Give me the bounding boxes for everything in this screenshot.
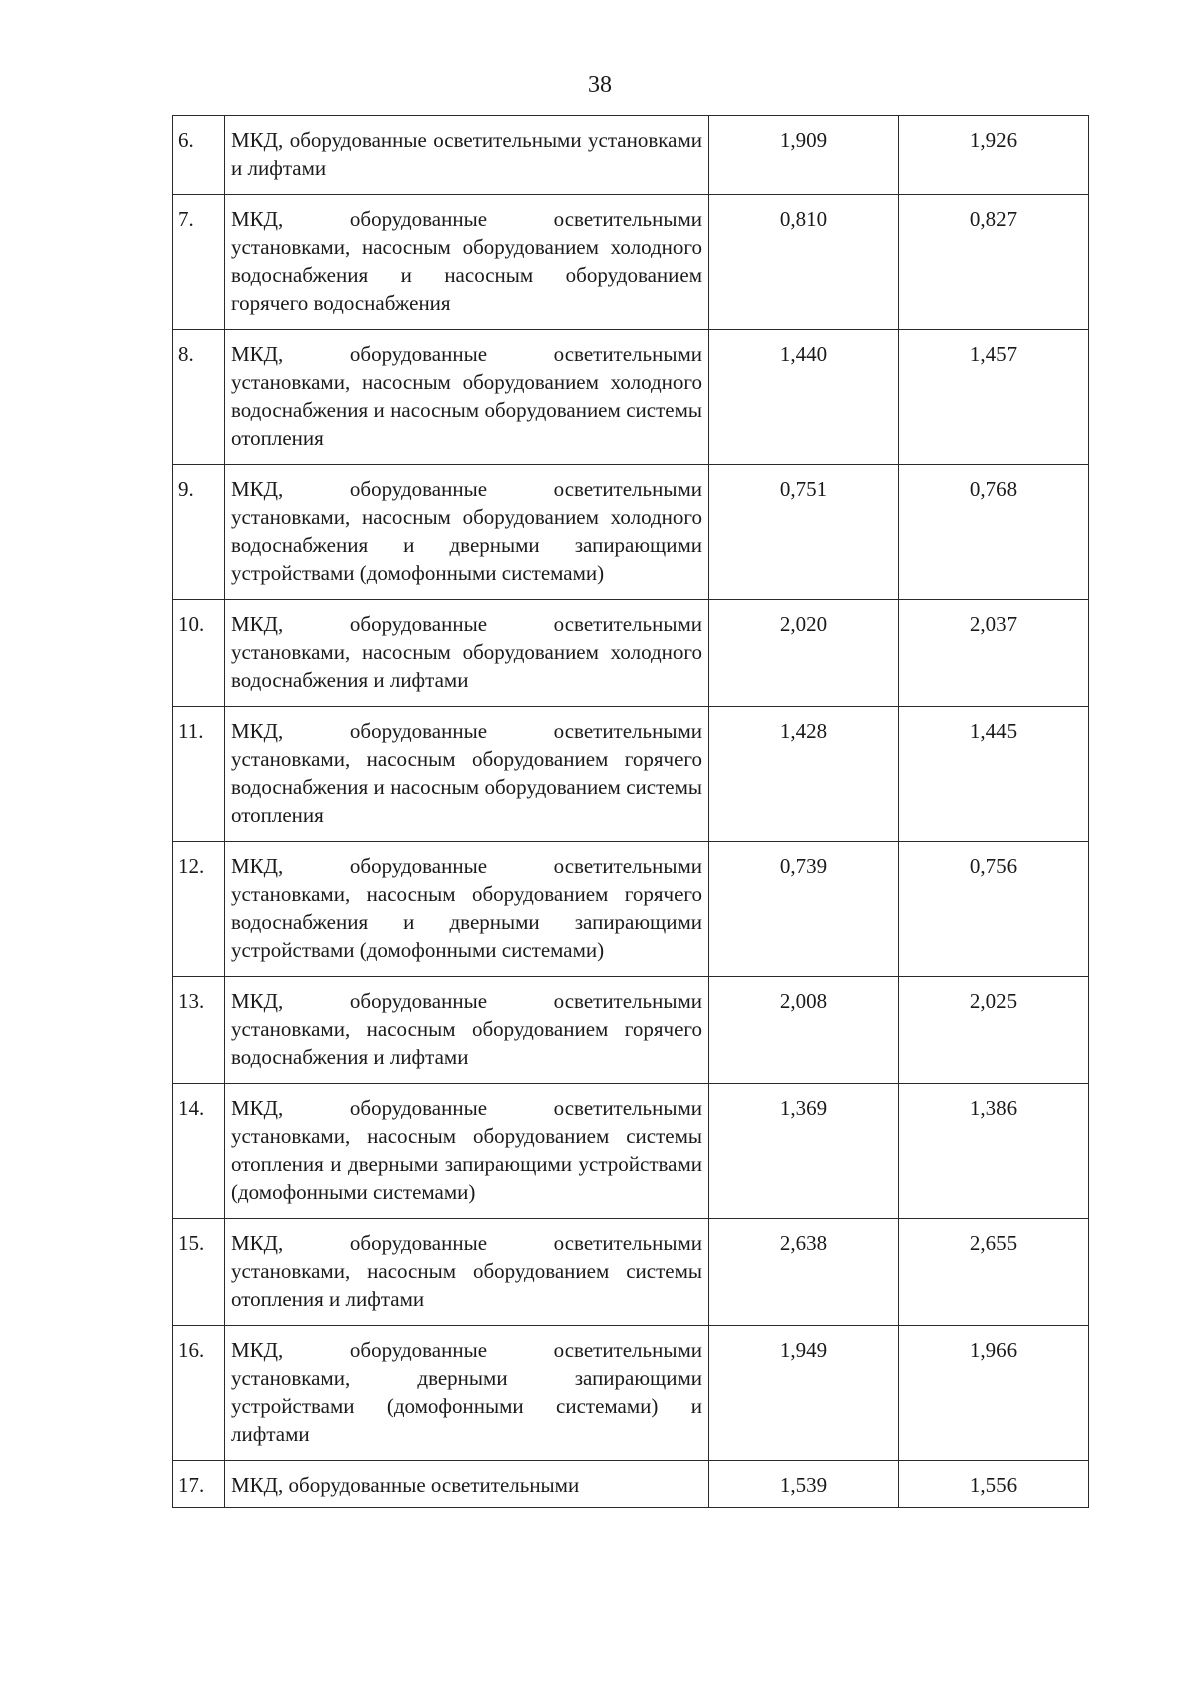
row-value-2: 1,445 — [899, 707, 1089, 842]
row-number: 8. — [173, 330, 225, 465]
table-row — [173, 330, 1089, 465]
row-description: МКД, оборудованные осветительными установками, насосным оборудованием холодного водоснабжения и лифтами — [225, 600, 709, 707]
row-value-2: 1,386 — [899, 1084, 1089, 1219]
row-value-2: 1,926 — [899, 116, 1089, 195]
row-number: 16. — [173, 1326, 225, 1461]
row-value-1: 2,638 — [709, 1219, 899, 1326]
row-description: МКД, оборудованные осветительными установками, насосным оборудованием холодного водоснабжения и насосным оборудованием горячего водоснабжения — [225, 195, 709, 330]
row-value-2: 0,756 — [899, 842, 1089, 977]
table-row — [173, 842, 1089, 977]
row-value-2: 0,827 — [899, 195, 1089, 330]
table-row — [173, 707, 1089, 842]
tariff-table — [172, 115, 1089, 1508]
row-value-2: 1,556 — [899, 1461, 1089, 1508]
row-number: 12. — [173, 842, 225, 977]
row-number: 14. — [173, 1084, 225, 1219]
row-value-2: 0,768 — [899, 465, 1089, 600]
row-value-1: 1,909 — [709, 116, 899, 195]
row-value-1: 2,008 — [709, 977, 899, 1084]
row-value-1: 1,369 — [709, 1084, 899, 1219]
row-description: МКД, оборудованные осветительными установками, насосным оборудованием холодного водоснабжения и насосным оборудованием системы отопления — [225, 330, 709, 465]
row-value-2: 1,966 — [899, 1326, 1089, 1461]
row-description: МКД, оборудованные осветительными установками, насосным оборудованием горячего водоснабжения и дверными запирающими устройствами (домофонными системами) — [225, 842, 709, 977]
row-description: МКД, оборудованные осветительными установками, насосным оборудованием системы отопления и дверными запирающими устройствами (домофонными системами) — [225, 1084, 709, 1219]
row-description: МКД, оборудованные осветительными установками и лифтами — [225, 116, 709, 195]
row-number: 9. — [173, 465, 225, 600]
table-row — [173, 977, 1089, 1084]
row-value-2: 2,037 — [899, 600, 1089, 707]
table-row — [173, 195, 1089, 330]
table-row — [173, 1084, 1089, 1219]
row-number: 11. — [173, 707, 225, 842]
table-row — [173, 1219, 1089, 1326]
table-row — [173, 1326, 1089, 1461]
table-row — [173, 1461, 1089, 1508]
row-description: МКД, оборудованные осветительными — [225, 1461, 709, 1508]
row-number: 15. — [173, 1219, 225, 1326]
row-description: МКД, оборудованные осветительными установками, дверными запирающими устройствами (домофонными системами) и лифтами — [225, 1326, 709, 1461]
row-description: МКД, оборудованные осветительными установками, насосным оборудованием холодного водоснабжения и дверными запирающими устройствами (домофонными системами) — [225, 465, 709, 600]
table-row — [173, 600, 1089, 707]
row-value-1: 1,539 — [709, 1461, 899, 1508]
row-value-1: 1,428 — [709, 707, 899, 842]
row-value-1: 0,739 — [709, 842, 899, 977]
row-number: 17. — [173, 1461, 225, 1508]
row-value-1: 0,751 — [709, 465, 899, 600]
row-value-1: 2,020 — [709, 600, 899, 707]
row-value-2: 2,025 — [899, 977, 1089, 1084]
row-description: МКД, оборудованные осветительными установками, насосным оборудованием горячего водоснабжения и насосным оборудованием системы отопления — [225, 707, 709, 842]
row-number: 13. — [173, 977, 225, 1084]
row-number: 7. — [173, 195, 225, 330]
page-number: 38 — [588, 72, 612, 98]
row-value-1: 1,949 — [709, 1326, 899, 1461]
table-row — [173, 116, 1089, 195]
row-number: 10. — [173, 600, 225, 707]
row-value-1: 0,810 — [709, 195, 899, 330]
row-number: 6. — [173, 116, 225, 195]
row-value-2: 2,655 — [899, 1219, 1089, 1326]
row-value-1: 1,440 — [709, 330, 899, 465]
row-description: МКД, оборудованные осветительными установками, насосным оборудованием системы отопления и лифтами — [225, 1219, 709, 1326]
row-value-2: 1,457 — [899, 330, 1089, 465]
table-row — [173, 465, 1089, 600]
row-description: МКД, оборудованные осветительными установками, насосным оборудованием горячего водоснабжения и лифтами — [225, 977, 709, 1084]
